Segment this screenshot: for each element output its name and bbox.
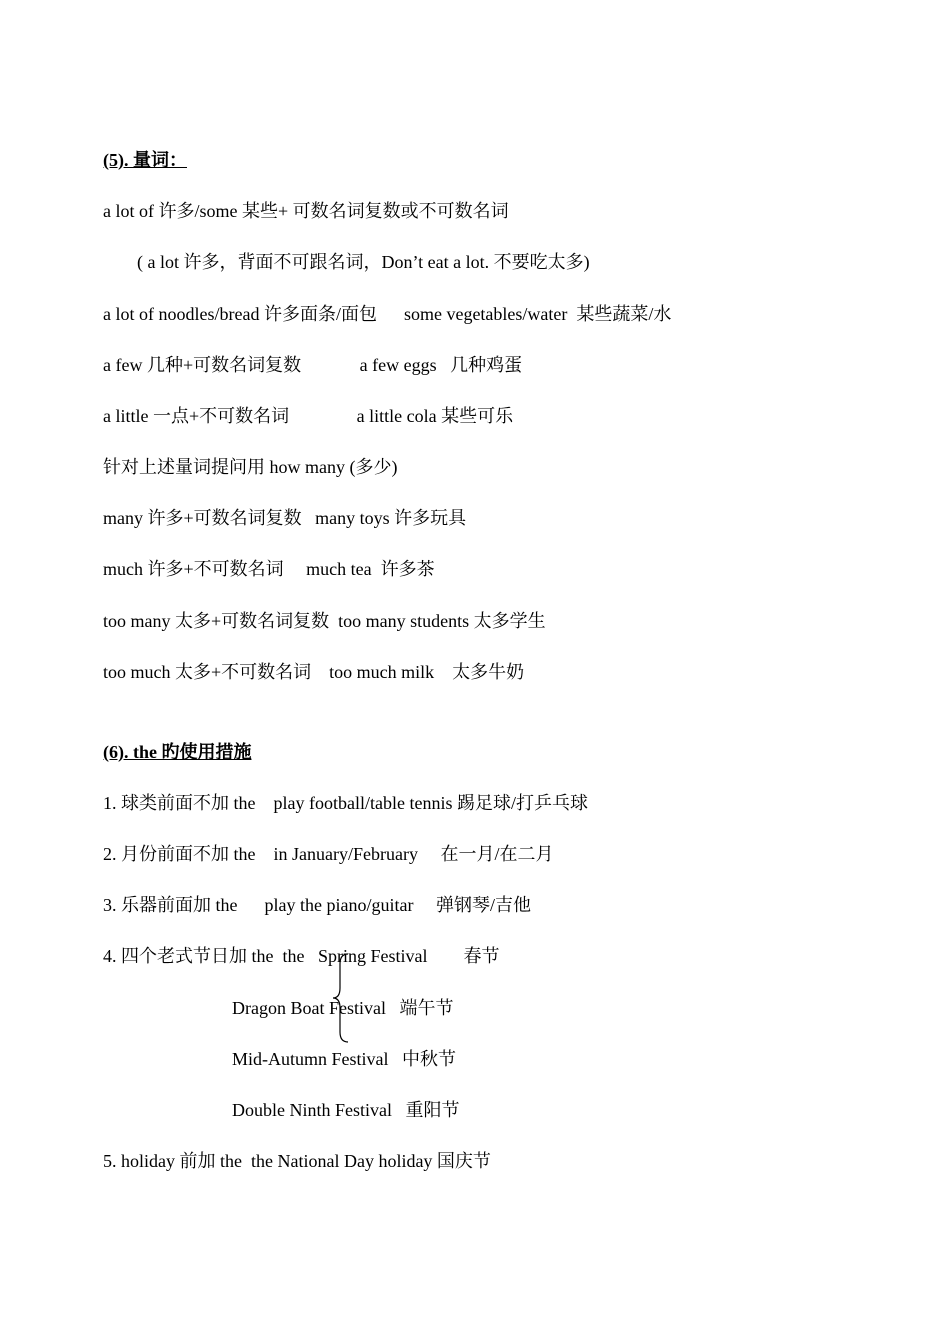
festival-item: Mid-Autumn Festival 中秋节: [232, 1049, 456, 1069]
section-5-line: too much 太多+不可数名词 too much milk 太多牛奶: [103, 662, 525, 682]
section-5-line: ( a lot 许多，背面不可跟名词，Don’t eat a lot. 不要吃太多): [137, 252, 590, 272]
section-5-line: 针对上述量词提问用 how many (多少): [103, 457, 398, 477]
section-6-item: 5. holiday 前加 the the National Day holiday 国庆节: [103, 1151, 491, 1171]
section-5-line: a lot of noodles/bread 许多面条/面包 some vegetables/water 某些蔬菜/水: [103, 304, 672, 324]
section-6-item: 3. 乐器前面加 the play the piano/guitar 弹钢琴/吉他: [103, 895, 531, 915]
festival-item: Double Ninth Festival 重阳节: [232, 1100, 460, 1120]
section-6-item: 1. 球类前面不加 the play football/table tennis 踢足球/打乒乓球: [103, 793, 588, 813]
section-5-line: a little 一点+不可数名词 a little cola 某些可乐: [103, 406, 514, 426]
section-5-line: many 许多+可数名词复数 many toys 许多玩具: [103, 508, 467, 528]
section-5-line: too many 太多+可数名词复数 too many students 太多学生: [103, 611, 546, 631]
section-5-heading: (5). 量词：: [103, 150, 187, 170]
section-6-heading: (6). the 旳使用措施: [103, 742, 252, 762]
section-5-line: a few 几种+可数名词复数 a few eggs 几种鸡蛋: [103, 355, 523, 375]
section-5-line: much 许多+不可数名词 much tea 许多茶: [103, 559, 435, 579]
section-6-item: 4. 四个老式节日加 the the Spring Festival 春节: [103, 946, 500, 966]
section-6-item: 2. 月份前面不加 the in January/February 在一月/在二月: [103, 844, 554, 864]
festival-item: Dragon Boat Festival 端午节: [232, 998, 454, 1018]
section-5-line: a lot of 许多/some 某些+ 可数名词复数或不可数名词: [103, 201, 509, 221]
